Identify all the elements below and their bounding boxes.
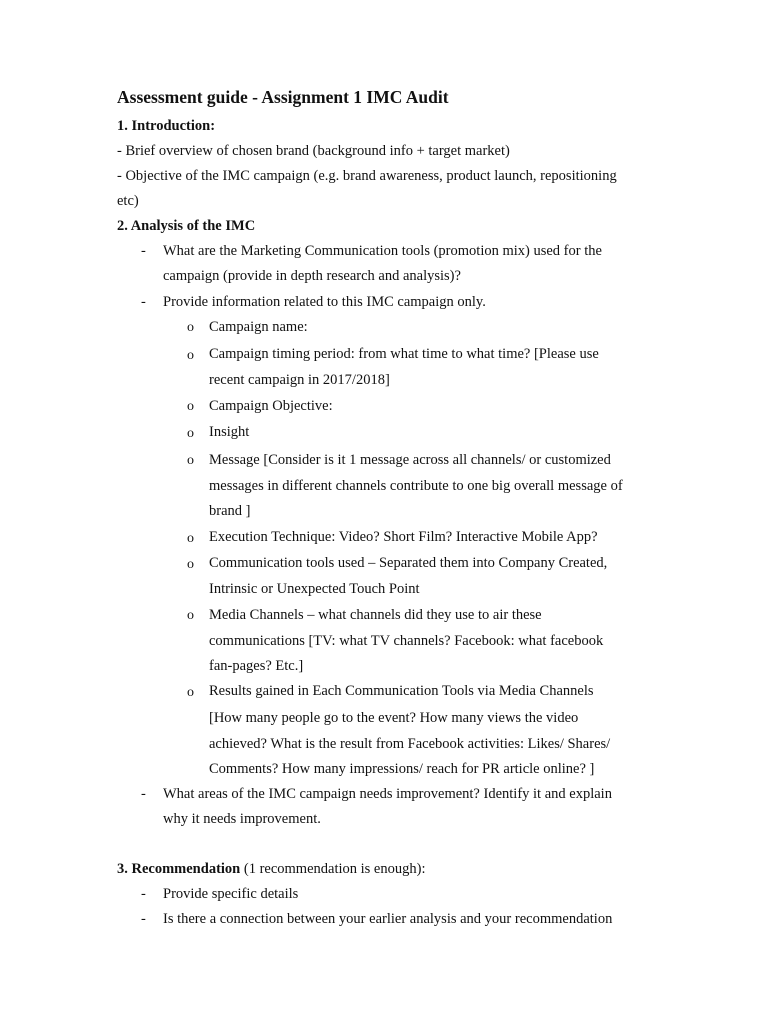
sub-item-line: Message [Consider is it 1 message across all channels/ or customized <box>209 452 611 468</box>
sub-item-line: Campaign name: <box>209 319 308 335</box>
circle-bullet: o <box>187 531 194 546</box>
sub-item-line: Campaign timing period: from what time to what time? [Please use <box>209 346 599 362</box>
dash-bullet: - <box>141 886 146 902</box>
dash-bullet: - <box>141 243 146 259</box>
section-3-heading-bold: 3. Recommendation <box>117 861 241 877</box>
dash-bullet: - <box>141 911 146 927</box>
list-item-line: campaign (provide in depth research and analysis)? <box>163 268 461 284</box>
sub-item-line: Execution Technique: Video? Short Film? Interactive Mobile App? <box>209 529 598 545</box>
sub-item-line: Insight <box>209 424 250 440</box>
list-item-line: why it needs improvement. <box>163 811 321 827</box>
sub-item-line: recent campaign in 2017/2018] <box>209 372 390 388</box>
list-item-line: Is there a connection between your earlier analysis and your recommendation <box>163 911 613 927</box>
sub-item-line: brand ] <box>209 503 251 519</box>
dash-bullet: - <box>141 294 146 310</box>
sub-item-line: achieved? What is the result from Facebook activities: Likes/ Shares/ <box>209 736 611 752</box>
sub-item-line: [How many people go to the event? How many views the video <box>209 710 579 726</box>
section-1-line: - Objective of the IMC campaign (e.g. brand awareness, product launch, repositioning <box>117 168 617 184</box>
sub-item-line: Comments? How many impressions/ reach for PR article online? ] <box>209 761 595 777</box>
list-item-line: Provide specific details <box>163 886 299 902</box>
circle-bullet: o <box>187 685 194 700</box>
circle-bullet: o <box>187 608 194 623</box>
circle-bullet: o <box>187 320 194 335</box>
sub-item-line: Intrinsic or Unexpected Touch Point <box>209 581 420 597</box>
circle-bullet: o <box>187 399 194 414</box>
sub-item-line: Campaign Objective: <box>209 398 333 414</box>
section-1-heading: 1. Introduction: <box>117 118 216 134</box>
dash-bullet: - <box>141 786 146 802</box>
section-3-heading <box>117 859 425 879</box>
circle-bullet: o <box>187 557 194 572</box>
sub-item-line: Communication tools used – Separated them into Company Created, <box>209 555 608 571</box>
list-item-line: What are the Marketing Communication tools (promotion mix) used for the <box>163 243 602 259</box>
section-1-line: - Brief overview of chosen brand (background info + target market) <box>117 143 510 159</box>
document-title: Assessment guide - Assignment 1 IMC Audit <box>117 87 449 107</box>
circle-bullet: o <box>187 426 194 441</box>
sub-item-line: messages in different channels contribute to one big overall message of <box>209 478 623 494</box>
section-1-line: etc) <box>117 193 139 209</box>
list-item-line: Provide information related to this IMC campaign only. <box>163 294 486 310</box>
sub-item-line: communications [TV: what TV channels? Facebook: what facebook <box>209 633 604 649</box>
section-3-heading-note: (1 recommendation is enough): <box>240 861 426 877</box>
circle-bullet: o <box>187 348 194 363</box>
section-2-heading: 2. Analysis of the IMC <box>117 218 256 234</box>
sub-item-line: fan-pages? Etc.] <box>209 658 304 674</box>
sub-item-line: Media Channels – what channels did they use to air these <box>209 607 542 623</box>
circle-bullet: o <box>187 453 194 468</box>
list-item-line: What areas of the IMC campaign needs improvement? Identify it and explain <box>163 786 612 802</box>
sub-item-line: Results gained in Each Communication Tools via Media Channels <box>209 683 594 699</box>
